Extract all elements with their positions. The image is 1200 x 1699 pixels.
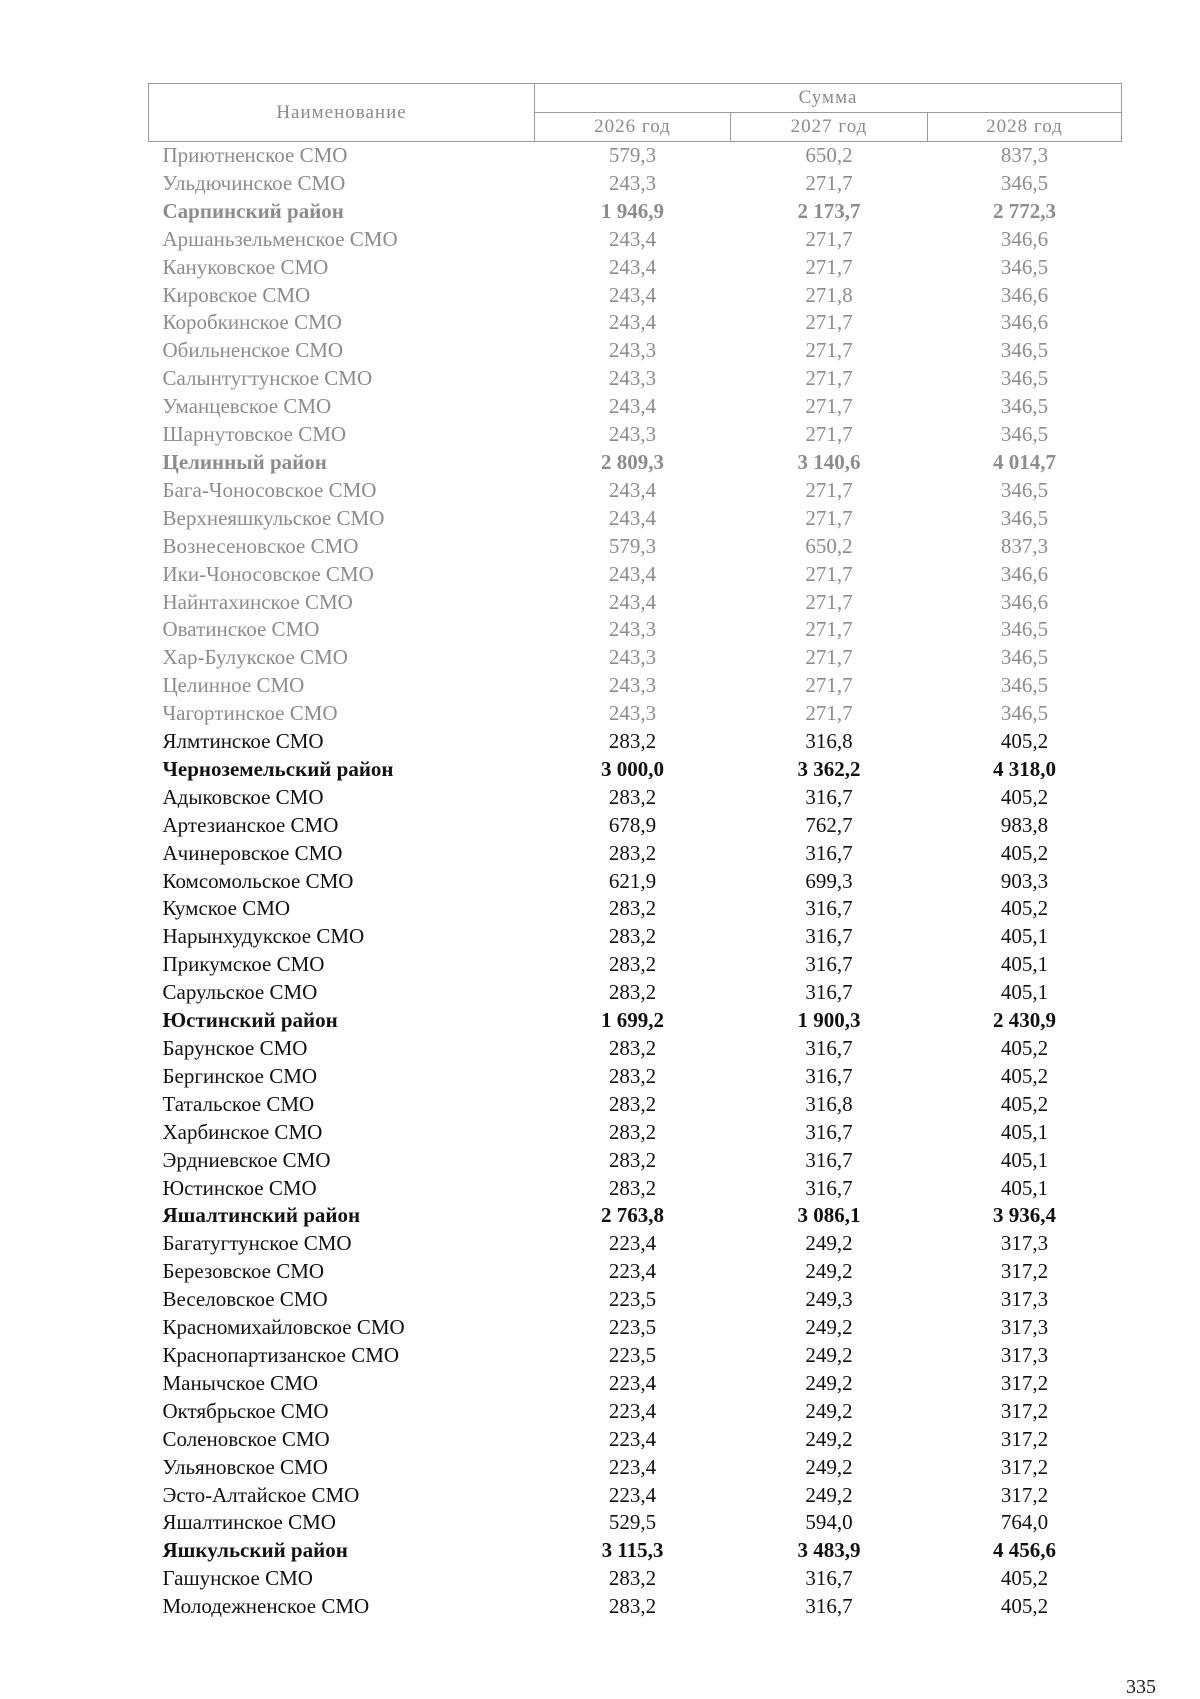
value-2026: 243,4 bbox=[608, 394, 657, 419]
row-name: Бергинское СМО bbox=[162, 1063, 318, 1088]
row-name: Ики-Чоносовское СМО bbox=[162, 561, 374, 586]
row-name: Багатугтунское СМО bbox=[162, 1231, 352, 1256]
value-2026: 223,4 bbox=[608, 1231, 657, 1256]
value-2026: 243,3 bbox=[608, 645, 657, 670]
value-2026: 223,5 bbox=[608, 1315, 657, 1340]
value-2026: 1 699,2 bbox=[601, 1008, 664, 1033]
value-2027: 249,2 bbox=[805, 1426, 853, 1451]
table-row bbox=[149, 616, 1122, 644]
value-2026: 283,2 bbox=[608, 1091, 657, 1116]
value-2027: 316,7 bbox=[805, 980, 853, 1005]
value-2027: 271,7 bbox=[805, 170, 853, 195]
row-name: Эрдниевское СМО bbox=[162, 1147, 331, 1172]
district-row bbox=[149, 1007, 1122, 1035]
value-2028: 2 430,9 bbox=[993, 1008, 1056, 1033]
value-2026: 223,4 bbox=[608, 1398, 657, 1423]
value-2028: 405,2 bbox=[1000, 1063, 1049, 1088]
value-2027: 762,7 bbox=[805, 812, 853, 837]
value-2026: 529,5 bbox=[608, 1510, 657, 1535]
value-2027: 271,7 bbox=[805, 673, 853, 698]
value-2026: 243,4 bbox=[608, 254, 657, 279]
value-2026: 243,3 bbox=[608, 617, 657, 642]
value-2026: 223,4 bbox=[608, 1426, 657, 1451]
row-name: Коробкинское СМО bbox=[162, 310, 342, 335]
table-header bbox=[149, 84, 1122, 142]
value-2026: 283,2 bbox=[608, 1594, 657, 1619]
value-2028: 837,3 bbox=[1000, 143, 1049, 167]
value-2026: 3 115,3 bbox=[601, 1538, 664, 1563]
value-2026: 283,2 bbox=[608, 729, 657, 754]
value-2026: 2 809,3 bbox=[601, 449, 664, 474]
value-2027: 316,7 bbox=[805, 1036, 853, 1060]
value-2026: 283,2 bbox=[608, 784, 657, 809]
table-row bbox=[149, 1565, 1122, 1593]
value-2027: 650,2 bbox=[805, 533, 853, 558]
value-2027: 271,7 bbox=[805, 394, 853, 419]
value-2026: 243,4 bbox=[608, 561, 657, 586]
value-2027: 249,2 bbox=[805, 1370, 853, 1395]
value-2028: 837,3 bbox=[1000, 533, 1049, 558]
column-header-2026: 2026 год bbox=[535, 113, 731, 142]
value-2026: 283,2 bbox=[608, 1063, 657, 1088]
value-2028: 346,5 bbox=[1000, 477, 1049, 502]
row-name: Эсто-Алтайское СМО bbox=[162, 1482, 360, 1507]
row-name: Вознесеновское СМО bbox=[162, 533, 359, 558]
row-name: Красномихайловское СМО bbox=[162, 1315, 405, 1340]
row-name: Прикумское СМО bbox=[162, 952, 325, 977]
value-2028: 4 014,7 bbox=[993, 449, 1056, 474]
value-2027: 249,2 bbox=[805, 1482, 853, 1507]
table-body bbox=[149, 142, 1122, 1622]
row-name: Приютненское СМО bbox=[162, 143, 348, 167]
value-2028: 983,8 bbox=[1000, 812, 1049, 837]
row-name: Ялмтинское СМО bbox=[162, 729, 324, 754]
value-2027: 3 086,1 bbox=[797, 1203, 861, 1228]
value-2028: 346,5 bbox=[1000, 366, 1049, 391]
value-2028: 317,3 bbox=[1000, 1231, 1049, 1256]
value-2026: 223,5 bbox=[608, 1342, 657, 1367]
value-2026: 223,4 bbox=[608, 1454, 657, 1479]
value-2026: 243,3 bbox=[608, 338, 657, 363]
value-2028: 405,2 bbox=[1000, 896, 1049, 921]
value-2028: 317,3 bbox=[1000, 1342, 1049, 1367]
row-name: Салынтугтунское СМО bbox=[162, 366, 373, 391]
table-row bbox=[149, 1175, 1122, 1203]
value-2026: 223,5 bbox=[608, 1287, 657, 1312]
value-2028: 3 936,4 bbox=[993, 1203, 1056, 1228]
value-2027: 316,7 bbox=[805, 1594, 853, 1619]
value-2028: 346,5 bbox=[1000, 617, 1049, 642]
row-name: Хар-Булукское СМО bbox=[162, 645, 348, 670]
column-header-2028: 2028 год bbox=[928, 113, 1122, 142]
value-2027: 3 483,9 bbox=[797, 1538, 861, 1563]
value-2027: 249,2 bbox=[805, 1231, 853, 1256]
row-name: Целинное СМО bbox=[162, 673, 305, 698]
value-2027: 271,7 bbox=[805, 366, 853, 391]
row-name: Сарпинский район bbox=[162, 198, 344, 223]
table-row bbox=[149, 282, 1122, 310]
value-2027: 271,7 bbox=[805, 310, 853, 335]
row-name: Юстинское СМО bbox=[162, 1175, 317, 1200]
table-row bbox=[149, 561, 1122, 589]
row-name: Черноземельский район bbox=[162, 756, 394, 781]
value-2027: 316,8 bbox=[805, 1091, 853, 1116]
value-2027: 316,7 bbox=[805, 784, 853, 809]
value-2027: 316,7 bbox=[805, 1147, 853, 1172]
value-2026: 579,3 bbox=[608, 143, 657, 167]
row-name: Чагортинское СМО bbox=[162, 701, 338, 726]
table-row bbox=[149, 1035, 1122, 1063]
row-name: Аршаньзельменское СМО bbox=[162, 226, 398, 251]
table-row bbox=[149, 421, 1122, 449]
table-row bbox=[149, 1398, 1122, 1426]
table-row bbox=[149, 477, 1122, 505]
row-name: Оватинское СМО bbox=[162, 617, 320, 642]
value-2026: 243,4 bbox=[608, 310, 657, 335]
value-2026: 243,3 bbox=[608, 366, 657, 391]
value-2028: 405,1 bbox=[1000, 980, 1049, 1005]
value-2027: 3 362,2 bbox=[797, 756, 861, 781]
row-name: Уманцевское СМО bbox=[162, 394, 332, 419]
value-2028: 405,2 bbox=[1000, 1091, 1049, 1116]
value-2026: 243,3 bbox=[608, 701, 657, 726]
row-name: Яшалтинское СМО bbox=[162, 1510, 336, 1535]
value-2027: 316,7 bbox=[805, 896, 853, 921]
value-2028: 405,1 bbox=[1000, 952, 1049, 977]
table-row bbox=[149, 672, 1122, 700]
table-row bbox=[149, 1509, 1122, 1537]
table-row bbox=[149, 1482, 1122, 1510]
value-2027: 271,7 bbox=[805, 645, 853, 670]
value-2028: 4 456,6 bbox=[993, 1538, 1056, 1563]
district-row bbox=[149, 1202, 1122, 1230]
value-2027: 249,2 bbox=[805, 1315, 853, 1340]
value-2027: 316,7 bbox=[805, 1119, 853, 1144]
value-2026: 243,4 bbox=[608, 505, 657, 530]
table-row bbox=[149, 840, 1122, 868]
row-name: Юстинский район bbox=[162, 1008, 338, 1033]
row-name: Ульдючинское СМО bbox=[162, 170, 346, 195]
row-name: Гашунское СМО bbox=[162, 1566, 313, 1591]
row-name: Харбинское СМО bbox=[162, 1119, 323, 1144]
value-2027: 316,7 bbox=[805, 1566, 853, 1591]
value-2027: 271,7 bbox=[805, 505, 853, 530]
row-name: Краснопартизанское СМО bbox=[162, 1342, 400, 1367]
value-2027: 249,2 bbox=[805, 1342, 853, 1367]
value-2027: 271,7 bbox=[805, 477, 853, 502]
value-2026: 283,2 bbox=[608, 980, 657, 1005]
value-2027: 2 173,7 bbox=[797, 198, 861, 223]
value-2028: 2 772,3 bbox=[993, 198, 1056, 223]
column-header-2027: 2027 год bbox=[731, 113, 928, 142]
row-name: Яшкульский район bbox=[162, 1538, 348, 1563]
row-name: Барунское СМО bbox=[162, 1036, 308, 1060]
district-row bbox=[149, 198, 1122, 226]
value-2027: 249,2 bbox=[805, 1454, 853, 1479]
district-row bbox=[149, 756, 1122, 784]
row-name: Октябрьское СМО bbox=[162, 1398, 329, 1423]
value-2028: 317,2 bbox=[1000, 1259, 1049, 1284]
table-row bbox=[149, 951, 1122, 979]
table-row bbox=[149, 1258, 1122, 1286]
table-row bbox=[149, 1147, 1122, 1175]
table-row bbox=[149, 170, 1122, 198]
row-name: Ульяновское СМО bbox=[162, 1454, 328, 1479]
value-2028: 405,1 bbox=[1000, 924, 1049, 949]
table-row bbox=[149, 589, 1122, 617]
value-2027: 271,7 bbox=[805, 226, 853, 251]
table-row bbox=[149, 254, 1122, 282]
value-2026: 223,4 bbox=[608, 1370, 657, 1395]
value-2028: 346,5 bbox=[1000, 338, 1049, 363]
row-name: Комсомольское СМО bbox=[162, 868, 354, 893]
value-2027: 316,7 bbox=[805, 1175, 853, 1200]
value-2028: 346,6 bbox=[1000, 589, 1049, 614]
value-2026: 243,4 bbox=[608, 226, 657, 251]
value-2026: 283,2 bbox=[608, 924, 657, 949]
row-name: Яшалтинский район bbox=[162, 1203, 361, 1228]
column-header-name: Наименование bbox=[149, 84, 535, 142]
value-2028: 346,6 bbox=[1000, 282, 1049, 307]
table-row bbox=[149, 644, 1122, 672]
row-name: Верхнеяшкульское СМО bbox=[162, 505, 385, 530]
table-row bbox=[149, 1063, 1122, 1091]
table-row bbox=[149, 1119, 1122, 1147]
value-2028: 317,3 bbox=[1000, 1315, 1049, 1340]
value-2028: 764,0 bbox=[1000, 1510, 1049, 1535]
value-2026: 1 946,9 bbox=[601, 198, 664, 223]
value-2028: 346,5 bbox=[1000, 170, 1049, 195]
value-2026: 223,4 bbox=[608, 1259, 657, 1284]
table-row bbox=[149, 1286, 1122, 1314]
table-row bbox=[149, 309, 1122, 337]
row-name: Веселовское СМО bbox=[162, 1287, 328, 1312]
value-2027: 271,7 bbox=[805, 589, 853, 614]
table-row bbox=[149, 142, 1122, 170]
value-2027: 271,7 bbox=[805, 422, 853, 447]
row-name: Кануковское СМО bbox=[162, 254, 329, 279]
value-2027: 650,2 bbox=[805, 143, 853, 167]
value-2026: 243,3 bbox=[608, 673, 657, 698]
value-2028: 317,2 bbox=[1000, 1454, 1049, 1479]
value-2028: 346,5 bbox=[1000, 505, 1049, 530]
value-2026: 3 000,0 bbox=[601, 756, 664, 781]
value-2027: 3 140,6 bbox=[797, 449, 861, 474]
row-name: Обильненское СМО bbox=[162, 338, 344, 363]
value-2028: 405,2 bbox=[1000, 784, 1049, 809]
value-2027: 271,7 bbox=[805, 561, 853, 586]
value-2027: 699,3 bbox=[805, 868, 853, 893]
value-2026: 621,9 bbox=[608, 868, 657, 893]
row-name: Целинный район bbox=[162, 449, 327, 474]
table-row bbox=[149, 700, 1122, 728]
value-2028: 346,5 bbox=[1000, 394, 1049, 419]
table-row bbox=[149, 226, 1122, 254]
row-name: Сарульское СМО bbox=[162, 980, 318, 1005]
value-2027: 316,7 bbox=[805, 1063, 853, 1088]
value-2028: 405,1 bbox=[1000, 1119, 1049, 1144]
row-name: Адыковское СМО bbox=[162, 784, 324, 809]
value-2027: 271,8 bbox=[805, 282, 853, 307]
value-2026: 579,3 bbox=[608, 533, 657, 558]
value-2028: 405,2 bbox=[1000, 729, 1049, 754]
table-row bbox=[149, 979, 1122, 1007]
value-2028: 317,2 bbox=[1000, 1482, 1049, 1507]
value-2027: 249,3 bbox=[805, 1287, 853, 1312]
value-2027: 271,7 bbox=[805, 701, 853, 726]
table-row bbox=[149, 1454, 1122, 1482]
value-2026: 243,4 bbox=[608, 282, 657, 307]
value-2027: 316,7 bbox=[805, 924, 853, 949]
value-2027: 316,7 bbox=[805, 952, 853, 977]
value-2026: 283,2 bbox=[608, 896, 657, 921]
value-2028: 405,2 bbox=[1000, 1036, 1049, 1060]
value-2027: 249,2 bbox=[805, 1259, 853, 1284]
value-2026: 283,2 bbox=[608, 1175, 657, 1200]
table-row bbox=[149, 1593, 1122, 1621]
value-2028: 405,2 bbox=[1000, 840, 1049, 865]
value-2026: 283,2 bbox=[608, 1119, 657, 1144]
table-row bbox=[149, 393, 1122, 421]
district-row bbox=[149, 1537, 1122, 1565]
table-row bbox=[149, 365, 1122, 393]
district-row bbox=[149, 449, 1122, 477]
value-2028: 317,2 bbox=[1000, 1426, 1049, 1451]
row-name: Ачинеровское СМО bbox=[162, 840, 343, 865]
value-2028: 317,2 bbox=[1000, 1398, 1049, 1423]
table-row bbox=[149, 1426, 1122, 1454]
row-name: Кировское СМО bbox=[162, 282, 311, 307]
table-row bbox=[149, 812, 1122, 840]
value-2028: 346,5 bbox=[1000, 701, 1049, 726]
table-row bbox=[149, 728, 1122, 756]
value-2026: 223,4 bbox=[608, 1482, 657, 1507]
row-name: Кумское СМО bbox=[162, 896, 291, 921]
row-name: Татальское СМО bbox=[162, 1091, 315, 1116]
value-2026: 243,3 bbox=[608, 170, 657, 195]
table-row bbox=[149, 337, 1122, 365]
row-name: Молодежненское СМО bbox=[162, 1594, 370, 1619]
table-row bbox=[149, 1342, 1122, 1370]
value-2028: 317,2 bbox=[1000, 1370, 1049, 1395]
value-2028: 405,1 bbox=[1000, 1147, 1049, 1172]
value-2026: 243,4 bbox=[608, 477, 657, 502]
table-row bbox=[149, 895, 1122, 923]
value-2027: 271,7 bbox=[805, 338, 853, 363]
value-2026: 283,2 bbox=[608, 840, 657, 865]
value-2028: 903,3 bbox=[1000, 868, 1049, 893]
table-row bbox=[149, 784, 1122, 812]
value-2028: 346,5 bbox=[1000, 254, 1049, 279]
row-name: Бага-Чоносовское СМО bbox=[162, 477, 377, 502]
row-name: Соленовское СМО bbox=[162, 1426, 330, 1451]
value-2027: 271,7 bbox=[805, 617, 853, 642]
value-2028: 346,6 bbox=[1000, 310, 1049, 335]
value-2028: 346,5 bbox=[1000, 422, 1049, 447]
page-number: 335 bbox=[1126, 1676, 1156, 1698]
row-name: Шарнутовское СМО bbox=[162, 422, 347, 447]
value-2026: 283,2 bbox=[608, 952, 657, 977]
value-2027: 271,7 bbox=[805, 254, 853, 279]
value-2026: 243,3 bbox=[608, 422, 657, 447]
column-header-sum: Сумма bbox=[535, 84, 1122, 113]
table-row bbox=[149, 505, 1122, 533]
value-2026: 2 763,8 bbox=[601, 1203, 664, 1228]
table-row bbox=[149, 923, 1122, 951]
value-2028: 405,1 bbox=[1000, 1175, 1049, 1200]
value-2027: 316,7 bbox=[805, 840, 853, 865]
value-2028: 405,2 bbox=[1000, 1594, 1049, 1619]
value-2028: 346,5 bbox=[1000, 673, 1049, 698]
value-2028: 346,5 bbox=[1000, 645, 1049, 670]
table-row bbox=[149, 1370, 1122, 1398]
value-2028: 4 318,0 bbox=[993, 756, 1056, 781]
row-name: Найнтахинское СМО bbox=[162, 589, 353, 614]
table-row bbox=[149, 1091, 1122, 1119]
value-2027: 249,2 bbox=[805, 1398, 853, 1423]
value-2027: 594,0 bbox=[805, 1510, 853, 1535]
row-name: Артезианское СМО bbox=[162, 812, 339, 837]
table-row bbox=[149, 868, 1122, 896]
budget-table bbox=[148, 83, 1122, 1621]
value-2026: 283,2 bbox=[608, 1566, 657, 1591]
table-row bbox=[149, 1314, 1122, 1342]
value-2026: 283,2 bbox=[608, 1036, 657, 1060]
row-name: Березовское СМО bbox=[162, 1259, 325, 1284]
value-2026: 243,4 bbox=[608, 589, 657, 614]
value-2028: 405,2 bbox=[1000, 1566, 1049, 1591]
value-2026: 283,2 bbox=[608, 1147, 657, 1172]
row-name: Манычское СМО bbox=[162, 1370, 319, 1395]
row-name: Нарынхудукское СМО bbox=[162, 924, 365, 949]
value-2027: 316,8 bbox=[805, 729, 853, 754]
table-row bbox=[149, 1230, 1122, 1258]
value-2028: 317,3 bbox=[1000, 1287, 1049, 1312]
table-row bbox=[149, 533, 1122, 561]
value-2028: 346,6 bbox=[1000, 561, 1049, 586]
value-2027: 1 900,3 bbox=[797, 1008, 861, 1033]
value-2026: 678,9 bbox=[608, 812, 657, 837]
value-2028: 346,6 bbox=[1000, 226, 1049, 251]
